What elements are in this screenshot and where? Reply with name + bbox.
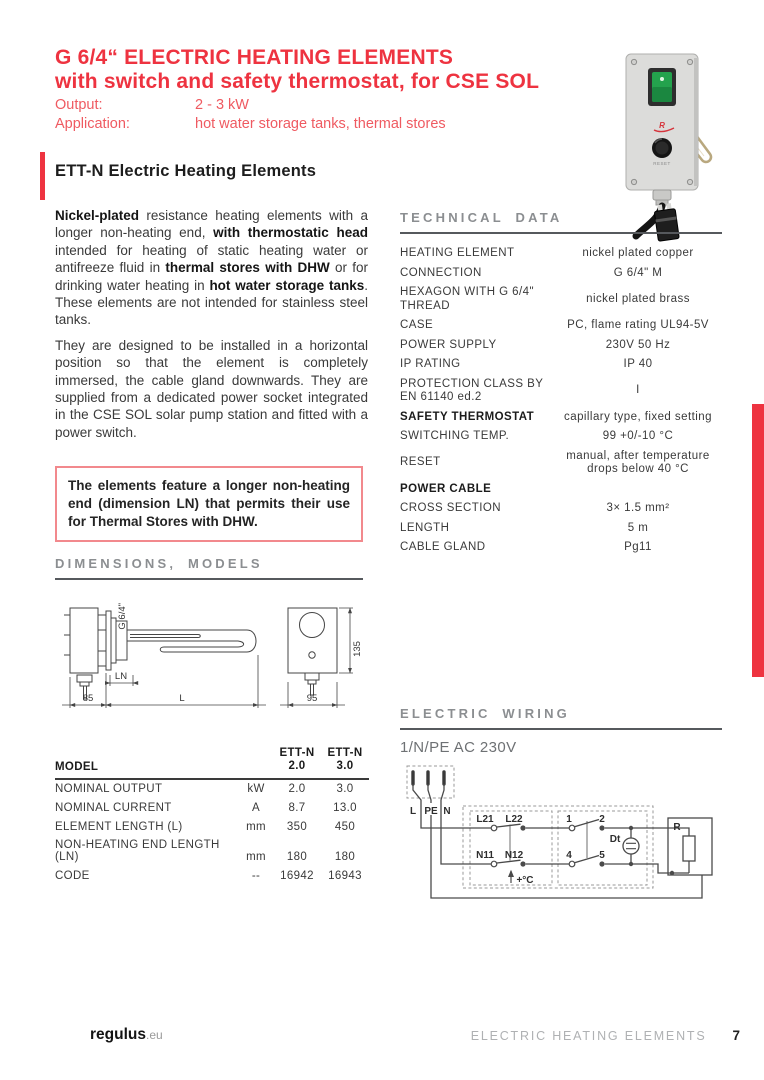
element-tube [127,630,256,652]
technical-data-section [400,210,722,558]
dim-135-label: 135 [352,641,363,657]
wiring-rule [400,728,722,730]
models-col-model: MODEL [55,760,99,773]
table-row [55,867,369,886]
table-row [400,538,722,558]
models-col-ettn30 [321,747,369,773]
row-unit: -- [251,870,261,883]
chapter-side-tab [752,404,764,677]
row-v1: 180 [286,851,308,864]
row-label: NOMINAL OUTPUT [55,782,163,795]
spec-list [55,96,485,134]
models-table [55,744,369,886]
table-row [55,817,369,836]
label-5: 5 [599,850,605,861]
row-value: Pg11 [624,541,652,553]
technical-data-heading: TECHNICAL DATA [400,210,563,225]
row-value: PC, flame rating UL94-5V [567,319,709,331]
row-value: nickel plated brass [586,292,690,305]
switch-box [626,54,698,190]
row-v2: 13.0 [333,801,357,814]
dim-ln-label: LN [114,671,128,682]
wiring-diagram [400,760,740,912]
svg-text:R: R [659,121,665,130]
row-value: G 6/4" M [613,266,663,279]
dimensions-rule [55,578,363,580]
row-label: CROSS SECTION [400,502,502,514]
row-v2: 16943 [328,870,362,883]
label-1: 1 [566,814,572,825]
label-temp: +°C [516,875,534,886]
row-value: 230V 50 Hz [605,338,671,351]
col-line1: ETT-N [327,746,363,759]
dimensions-section-heading [55,556,363,580]
wiring-heading: ELECTRIC WIRING [400,706,570,721]
row-label: POWER SUPPLY [400,338,497,351]
technical-data-table [400,244,722,558]
col-line2: 3.0 [336,759,354,772]
row-value: nickel plated copper [582,247,694,259]
row-v1: 8.7 [288,801,306,814]
models-table-body [55,780,369,886]
power-switch-green [648,68,676,106]
wiring-subtitle: 1/N/PE AC 230V [400,739,517,756]
section-accent-bar [40,152,45,200]
row-value: IP 40 [623,358,653,370]
table-row [400,375,722,408]
row-label: ELEMENT LENGTH (L) [55,820,183,833]
row-v2: 180 [334,851,356,864]
dimensions-heading-text: DIMENSIONS, MODELS [55,556,263,571]
row-value: manual, after temperature drops below 40 °C [566,449,710,475]
dim-l-label: L [179,693,185,704]
row-label: IP RATING [400,358,461,370]
spec-application-value: hot water storage tanks, thermal stores [195,116,446,132]
row-value: I [636,384,640,397]
spec-application-label: Application: [55,116,130,132]
row-label: CONNECTION [400,266,482,279]
brand-logo-suffix: .eu [145,1028,163,1042]
col-line1: ETT-N [279,746,315,759]
table-row [400,355,722,375]
row-v1: 350 [286,820,308,833]
reset-label: RESET [653,161,671,166]
label-N: N [443,806,451,817]
table-row [400,499,722,519]
dimension-drawing [50,585,375,740]
label-R: R [673,822,681,833]
thread-label: G 6/4" [117,603,128,630]
row-label: NON-HEATING END LENGTH (LN) [55,839,220,864]
intro-paragraph-2: They are designed to be installed in a horizontal position so that the element is completely immersed, the cable gland downwards. They are supplied from a dedicated power socket integrated in the CSE SOL solar pump station and fitted with a power switch. [55,337,368,440]
row-label: NOMINAL CURRENT [55,801,172,814]
row-label: PROTECTION CLASS BY EN 61140 ed.2 [400,377,544,403]
row-unit: mm [246,820,266,833]
models-table-header [55,744,369,780]
case-side-view [70,608,98,673]
brand-logo [90,1026,163,1044]
intro-text [55,207,368,449]
reset-knob [652,138,672,166]
page-title-line2: with switch and safety thermostat, for CSE SOL [55,70,540,93]
label-Dt: Dt [609,834,621,845]
table-row [400,408,722,428]
dim-95-label: 95 [306,693,318,704]
table-row [400,427,722,447]
row-v2: 450 [334,820,356,833]
technical-data-rule [400,232,722,234]
table-row [55,780,369,799]
table-row [400,264,722,284]
label-L21: L21 [476,814,494,825]
row-value: capillary type, fixed setting [564,410,712,423]
dim-85-label: 85 [82,693,94,704]
table-row [400,283,722,316]
table-row [400,519,722,539]
label-L22: L22 [505,814,523,825]
row-label: CABLE GLAND [400,541,486,553]
label-N12: N12 [504,850,524,861]
row-label: RESET [400,456,441,469]
row-v2: 3.0 [336,782,354,795]
row-label: SWITCHING TEMP. [400,430,510,442]
row-label: CASE [400,319,434,331]
row-value: 5 m [627,521,649,534]
row-label: HEXAGON WITH G 6/4" THREAD [400,286,535,312]
brand-logo-text: regulus [90,1026,146,1043]
table-row [55,798,369,817]
spec-output-label: Output: [55,97,103,113]
label-2: 2 [599,814,605,825]
models-col-ettn20 [273,747,321,773]
row-v1: 16942 [280,870,314,883]
row-label: HEATING ELEMENT [400,247,515,259]
row-value: 3× 1.5 mm² [606,502,670,514]
label-4: 4 [566,850,572,861]
page-number: 7 [732,1028,740,1043]
row-v1: 2.0 [288,782,306,795]
wiring-section [400,706,722,756]
col-line2: 2.0 [288,759,306,772]
section-heading: ETT-N Electric Heating Elements [55,162,317,180]
spec-output-value: 2 - 3 kW [195,97,249,113]
spec-application [55,115,485,134]
row-label: CODE [55,870,90,883]
table-row [400,480,722,500]
spec-output [55,96,485,115]
row-label: POWER CABLE [400,482,492,495]
footer-section-text: ELECTRIC HEATING ELEMENTS [470,1029,707,1043]
table-row [400,336,722,356]
row-label: LENGTH [400,521,450,534]
row-unit: kW [247,782,265,795]
label-PE: PE [424,806,438,817]
row-label: SAFETY THERMOSTAT [400,410,535,423]
row-unit: A [251,801,261,814]
table-row [400,447,722,480]
row-unit: mm [246,851,266,864]
label-L: L [409,806,417,817]
label-N11: N11 [476,850,494,861]
page-title-line1: G 6/4“ ELECTRIC HEATING ELEMENTS [55,46,454,69]
row-value: 99 +0/-10 °C [602,430,674,442]
page-title [55,46,615,94]
plug-prongs [413,772,444,784]
footer-right [471,1028,740,1043]
table-row [400,244,722,264]
table-row [55,836,369,867]
intro-paragraph-1: Nickel-plated resistance heating elements with a longer non-heating end, with thermostatic head intended for heating of static heating water or antifreeze fluid in thermal stores with DHW or for drinking water heating in hot water storage tanks. These elements are not intended for stainless steel tanks. [55,208,368,328]
indicator-lamp [623,838,639,854]
case-front-view [288,608,337,695]
callout-box: The elements feature a longer non-heating end (dimension LN) that permits their use for Thermal Stores with DHW. [55,466,363,542]
table-row [400,316,722,336]
